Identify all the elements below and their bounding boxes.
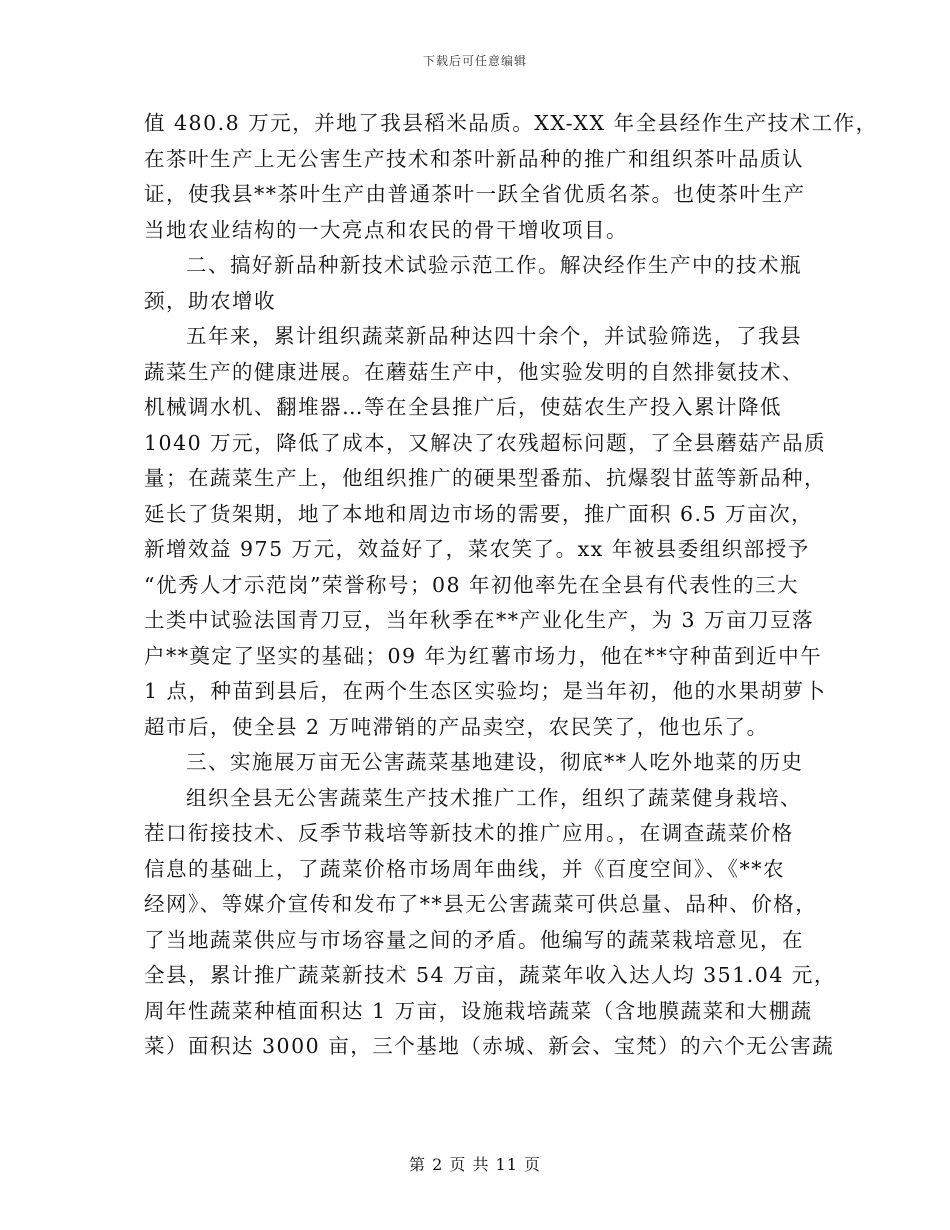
text-line: 蔬菜生产的健康进展。在蘑菇生产中，他实验发明的自然排氨技术、 — [144, 359, 804, 384]
text-line: 茬口衔接技术、反季节栽培等新技术的推广应用。，在调查蔬菜价格 — [144, 821, 794, 845]
text-line: 了当地蔬菜供应与市场容量之间的矛盾。他编写的蔬菜栽培意见，在 — [144, 927, 804, 952]
page-header: 下载后可任意编辑 — [422, 54, 527, 68]
text-line: 在茶叶生产上无公害生产技术和茶叶新品种的推广和组织茶叶品质认 — [144, 146, 804, 171]
text-line: 全县，累计推广蔬菜新技术 54 万亩，蔬菜年收入达人均 351.04 元， — [144, 963, 836, 987]
text-line: 三、实施展万亩无公害蔬菜基地建设，彻底**人吃外地菜的历史 — [186, 750, 804, 774]
text-line: 二、搞好新品种新技术试验示范工作。解决经作生产中的技术瓶 — [186, 253, 802, 277]
text-line: 户**奠定了坚实的基础；09 年为红薯市场力，他在**守种苗到近中午 — [144, 643, 823, 668]
text-line: 量；在蔬菜生产上，他组织推广的硬果型番茄、抗爆裂甘蓝等新品种， — [144, 466, 826, 490]
text-line: 土类中试验法国青刀豆，当年秋季在**产业化生产，为 3 万亩刀豆落 — [144, 608, 815, 632]
document-body — [144, 106, 878, 1065]
text-line: 机械调水机、翻堆器…等在全县推广后，使菇农生产投入累计降低 — [144, 395, 782, 419]
text-line: 五年来，累计组织蔬菜新品种达四十余个，并试验筛选，了我县 — [186, 324, 802, 348]
text-line: 1 点，种苗到县后，在两个生态区实验均；是当年初，他的水果胡萝卜 — [144, 679, 827, 703]
text-line: 组织全县无公害蔬菜生产技术推广工作，组织了蔬菜健身栽培、 — [186, 785, 802, 810]
text-line: 当地农业结构的一大亮点和农民的骨干增收项目。 — [144, 217, 628, 242]
text-line: 超市后，使全县 2 万吨滞销的产品卖空，农民笑了，他也乐了。 — [144, 714, 769, 739]
text-line: 证，使我县**茶叶生产由普通茶叶一跃全省优质名茶。也使茶叶生产 — [144, 182, 806, 206]
text-line: 延长了货架期，地了本地和周边市场的需要，推广面积 6.5 万亩次， — [144, 501, 814, 526]
text-line: 颈，助农增收 — [144, 288, 276, 313]
text-line: 周年性蔬菜种植面积达 1 万亩，设施栽培蔬菜（含地膜蔬菜和大棚蔬 — [144, 998, 813, 1023]
text-line: 新增效益 975 万元，效益好了，菜农笑了。xx 年被县委组织部授予 — [144, 537, 810, 561]
text-line: 经网》、等媒介宣传和发布了**县无公害蔬菜可供总量、品种、价格， — [144, 892, 818, 916]
text-line: 值 480.8 万元，并地了我县稻米品质。XX-XX 年全县经作生产技术工作， — [144, 111, 878, 135]
text-line: 1040 万元，降低了成本，又解决了农残超标问题，了全县蘑菇产品质 — [144, 430, 827, 455]
page-footer: 第 2 页 共 11 页 — [409, 1155, 541, 1174]
text-line: 信息的基础上，了蔬菜价格市场周年曲线，并《百度空间》、《**农 — [144, 856, 785, 881]
text-line: “优秀人才示范岗”荣誉称号；08 年初他率先在全县有代表性的三大 — [144, 572, 800, 597]
text-line: 菜）面积达 3000 亩，三个基地（赤城、新会、宝梵）的六个无公害蔬 — [144, 1034, 835, 1058]
